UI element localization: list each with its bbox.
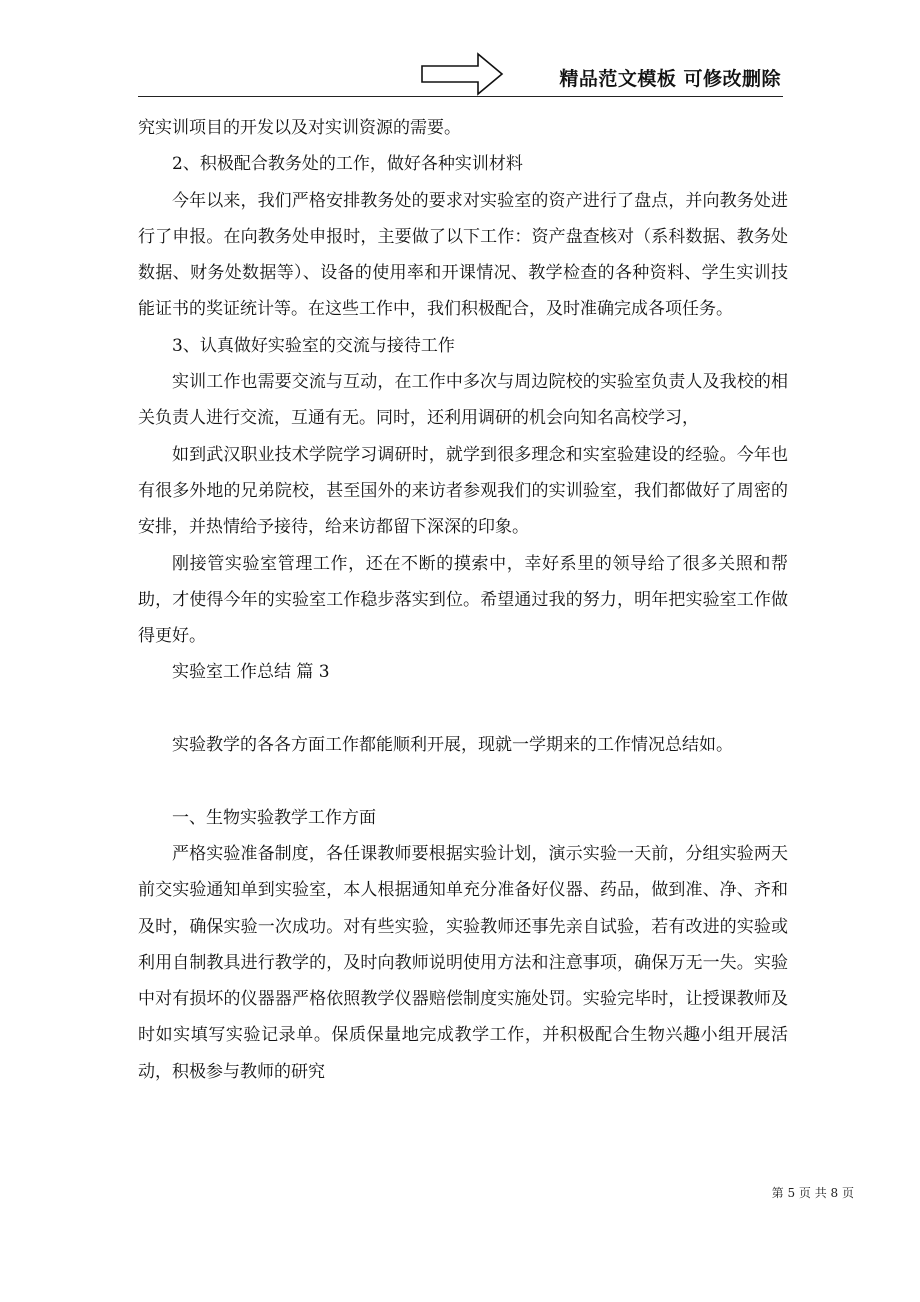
header-divider	[138, 96, 783, 97]
blank-line	[138, 763, 788, 799]
section-heading: 一、生物实验教学工作方面	[172, 807, 376, 828]
section-heading: 2、积极配合教务处的工作，做好各种实训材料	[172, 154, 523, 175]
paragraph: 如到武汉职业技术学院学习调研时，就学到很多理念和实室验建设的经验。今年也有很多外地的兄弟院校，甚至国外的来访者参观我们的实训验室，我们都做好了周密的安排，并热情给予接待，给来访都留下深深的印象。	[138, 444, 788, 538]
article-title: 实验室工作总结 篇 3	[172, 662, 330, 683]
paragraph: 今年以来，我们严格安排教务处的要求对实验室的资产进行了盘点，并向教务处进行了申报。在向教务处申报时，主要做了以下工作：资产盘查核对（系科数据、教务处数据、财务处数据等）、设备的使用率和开课情况、教学检查的各种资料、学生实训技能证书的奖证统计等。在这些工作中，我们积极配合，及时准确完成各项任务。	[138, 190, 788, 320]
paragraph: 实验教学的各各方面工作都能顺利开展，现就一学期来的工作情况总结如。	[172, 735, 733, 756]
document-body	[138, 110, 788, 1090]
paragraph: 究实训项目的开发以及对实训资源的需要。	[138, 118, 461, 138]
paragraph: 严格实验准备制度，各任课教师要根据实验计划，演示实验一天前，分组实验两天前交实验通知单到实验室，本人根据通知单充分准备好仪器、药品，做到准、净、齐和及时，确保实验一次成功。对有些实验，实验教师还事先亲自试验，若有改进的实验或利用自制教具进行教学的，及时向教师说明使用方法和注意事项，确保万无一失。实验中对有损坏的仪器器严格依照教学仪器赔偿制度实施处罚。实验完毕时，让授课教师及时如实填写实验记录单。保质保量地完成教学工作，并积极配合生物兴趣小组开展活动，积极参与教师的研究	[138, 843, 788, 1082]
paragraph: 刚接管实验室管理工作，还在不断的摸索中，幸好系里的领导给了很多关照和帮助，才使得今年的实验室工作稳步落实到位。希望通过我的努力，明年把实验室工作做得更好。	[138, 553, 788, 647]
section-heading: 3、认真做好实验室的交流与接待工作	[172, 335, 455, 356]
paragraph: 实训工作也需要交流与互动，在工作中多次与周边院校的实验室负责人及我校的相关负责人进行交流，互通有无。同时，还利用调研的机会向知名高校学习，	[138, 372, 788, 429]
page-header	[138, 52, 783, 98]
page-number: 第 5 页 共 8 页	[771, 1186, 854, 1200]
blank-line	[138, 691, 788, 727]
right-arrow-icon	[420, 52, 504, 96]
header-title: 精品范文模板 可修改删除	[559, 68, 781, 90]
